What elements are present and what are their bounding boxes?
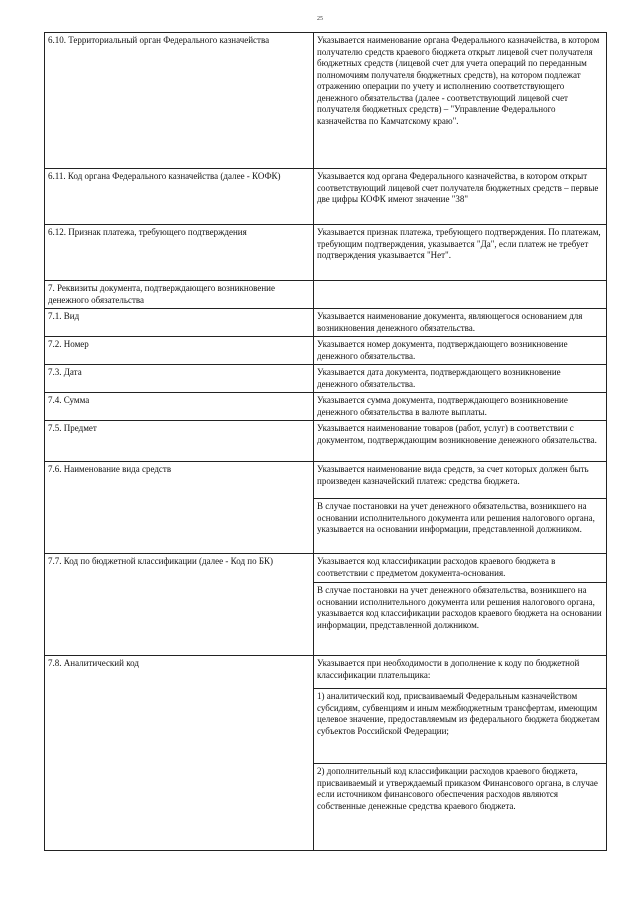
field-name-cell: 7.5. Предмет <box>45 421 314 462</box>
field-name-cell: 7.2. Номер <box>45 337 314 365</box>
table-row <box>45 365 607 393</box>
field-name-cell: 6.12. Признак платежа, требующего подтверждения <box>45 225 314 281</box>
field-name-cell: 7.8. Аналитический код <box>45 656 314 851</box>
field-description-cell: Указывается наименование вида средств, за счет которых должен быть произведен казначейский платеж: средства бюджета. <box>314 462 607 499</box>
table-row <box>45 169 607 225</box>
field-name-cell: 6.11. Код органа Федерального казначейства (далее - КОФК) <box>45 169 314 225</box>
table-row <box>45 337 607 365</box>
table-row <box>45 554 607 583</box>
table-row <box>45 462 607 499</box>
field-description-cell: Указывается номер документа, подтверждающего возникновение денежного обязательства. <box>314 337 607 365</box>
field-description-cell: В случае постановки на учет денежного обязательства, возникшего на основании исполнительного документа или решения налогового органа, указывается на основании информации, представленной должником. <box>314 499 607 554</box>
field-description-cell: Указывается наименование документа, являющегося основанием для возникновения денежного обязательства. <box>314 309 607 337</box>
field-name-cell: 7.3. Дата <box>45 365 314 393</box>
table-row <box>45 393 607 421</box>
table-row <box>45 309 607 337</box>
field-description-cell: Указывается код классификации расходов краевого бюджета в соответствии с предметом документа-основания. <box>314 554 607 583</box>
table-row <box>45 656 607 689</box>
table-row <box>45 33 607 169</box>
field-description-cell: Указывается код органа Федерального казначейства, в котором открыт соответствующий лицевой счет получателя бюджетных средств – первые две цифры КОФК имеют значение "38" <box>314 169 607 225</box>
field-description-cell: Указывается наименование органа Федерального казначейства, в котором получателю средств краевого бюджета открыт лицевой счет получателя бюджетных средств (лицевой счет для учета операций по переданным полномочиям получателя бюджетных средств), на котором подлежат отражению операции по учету и исполнению соответствующего денежного обязательства (далее - соответствующий лицевой счет получателя бюджетных средств) – "Управление Федерального казначейства по Камчатскому краю". <box>314 33 607 169</box>
field-description-cell: Указывается дата документа, подтверждающего возникновение денежного обязательства. <box>314 365 607 393</box>
page-number: 25 <box>317 16 323 22</box>
field-name-cell: 7.4. Сумма <box>45 393 314 421</box>
field-description-cell <box>314 281 607 309</box>
requisites-table <box>44 32 607 851</box>
field-description-cell: В случае постановки на учет денежного обязательства, возникшего на основании исполнительного документа или решения налогового органа, указывается код классификации расходов краевого бюджета на основании информации, представленной должником. <box>314 583 607 656</box>
field-description-cell: Указывается сумма документа, подтверждающего возникновение денежного обязательства в валюте выплаты. <box>314 393 607 421</box>
field-name-cell: 7.1. Вид <box>45 309 314 337</box>
section-heading-cell: 7. Реквизиты документа, подтверждающего возникновение денежного обязательства <box>45 281 314 309</box>
field-name-cell: 7.7. Код по бюджетной классификации (далее - Код по БК) <box>45 554 314 656</box>
table-row <box>45 281 607 309</box>
field-description-cell: 2) дополнительный код классификации расходов краевого бюджета, присваиваемый и утверждаемый приказом Финансового органа, в случае если источником финансового обеспечения расходов являются собственные денежные средства краевого бюджета. <box>314 764 607 851</box>
field-description-cell: Указывается признак платежа, требующего подтверждения. По платежам, требующим подтверждения, указывается "Да", если платеж не требует подтверждения указывается "Нет". <box>314 225 607 281</box>
field-description-cell: Указывается наименование товаров (работ, услуг) в соответствии с документом, подтверждающим возникновение денежного обязательства. <box>314 421 607 462</box>
field-name-cell: 7.6. Наименование вида средств <box>45 462 314 554</box>
field-name-cell: 6.10. Территориальный орган Федерального казначейства <box>45 33 314 169</box>
table-row <box>45 421 607 462</box>
table-row <box>45 225 607 281</box>
field-description-cell: 1) аналитический код, присваиваемый Федеральным казначейством субсидиям, субвенциям и иным межбюджетным трансфертам, имеющим целевое значение, предоставляемым из федерального бюджета бюджетам субъектов Российской Федерации; <box>314 689 607 764</box>
field-description-cell: Указывается при необходимости в дополнение к коду по бюджетной классификации плательщика: <box>314 656 607 689</box>
